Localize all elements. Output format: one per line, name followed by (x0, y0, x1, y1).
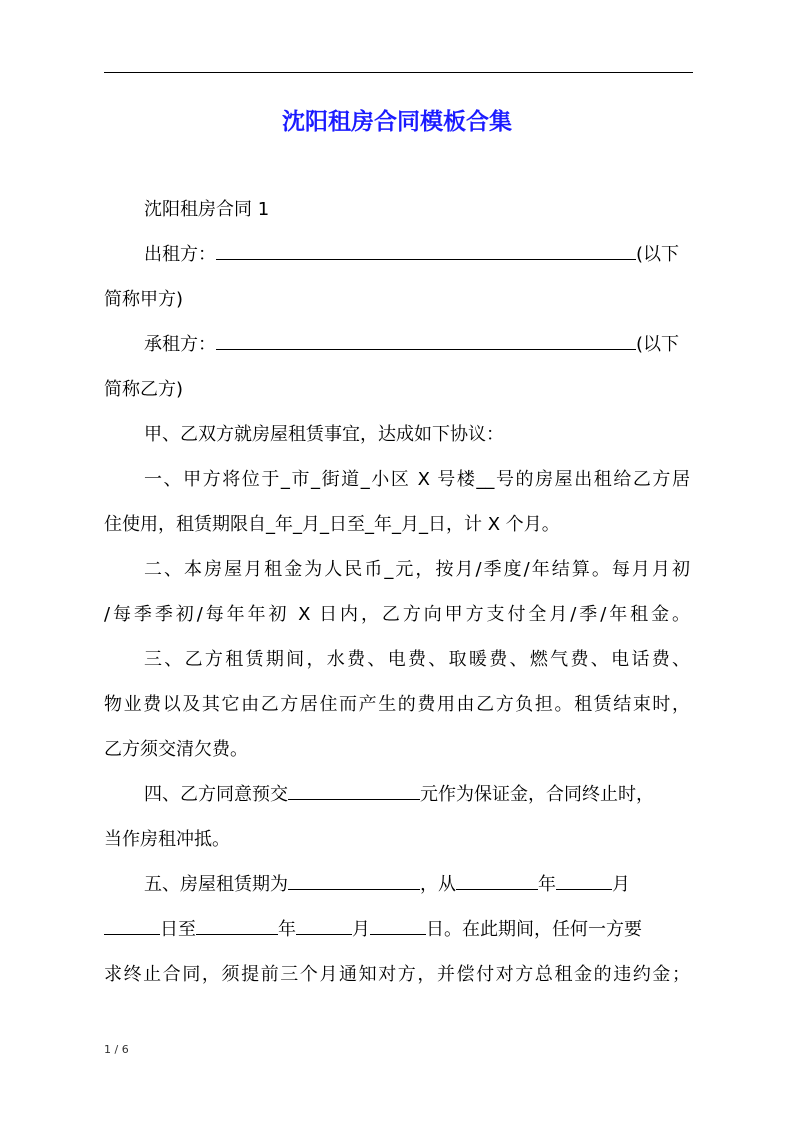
landlord-blank[interactable] (216, 241, 636, 260)
clause-2-line-2: /每季季初/每年年初 X 日内，乙方向甲方支付全月/季/年租金。 (104, 604, 690, 625)
clause-4-line-2: 当作房租冲抵。 (104, 829, 230, 850)
start-month-blank[interactable] (556, 871, 612, 890)
clause-3-line-1: 三、乙方租赁期间，水费、电费、取暖费、燃气费、电话费、 (144, 649, 690, 670)
tenant-label: 承租方： (144, 334, 216, 355)
clause-5-end-month-label: 月 (352, 919, 370, 940)
clause-5-line-1 (104, 862, 690, 907)
landlord-continuation: 简称甲方) (104, 289, 184, 310)
start-day-blank[interactable] (104, 916, 160, 935)
clause-5-day-to: 日至 (160, 919, 196, 940)
clause-3-line-2: 物业费以及其它由乙方居住而产生的费用由乙方负担。租赁结束时， (104, 694, 690, 715)
clause-3-line-3: 乙方须交清欠费。 (104, 739, 248, 760)
clause-5-month-label: 月 (612, 874, 630, 895)
clause-5-line-3: 求终止合同，须提前三个月通知对方，并偿付对方总租金的违约金； (104, 964, 690, 985)
deposit-blank[interactable] (288, 781, 420, 800)
landlord-suffix: (以下 (636, 244, 680, 265)
clause-5-year-label: 年 (538, 874, 556, 895)
document-title: 沈阳租房合同模板合集 (282, 109, 512, 135)
clause-5-part-2: ，从 (420, 874, 456, 895)
agreement-intro: 甲、乙双方就房屋租赁事宜，达成如下协议： (144, 424, 504, 445)
tenant-suffix: (以下 (636, 334, 680, 355)
start-year-blank[interactable] (456, 871, 538, 890)
tenant-line (104, 322, 690, 367)
tenant-continuation: 简称乙方) (104, 379, 184, 400)
clause-5-day-end: 日。在此期间，任何一方要 (426, 919, 642, 940)
landlord-line (104, 232, 690, 277)
section-heading: 沈阳租房合同 1 (144, 199, 270, 220)
landlord-label: 出租方： (144, 244, 216, 265)
clause-5-part-1: 五、房屋租赁期为 (144, 874, 288, 895)
clause-1-line-1: 一、甲方将位于_市_街道_小区 X 号楼__号的房屋出租给乙方居 (144, 469, 690, 490)
end-month-blank[interactable] (296, 916, 352, 935)
lease-term-blank[interactable] (288, 871, 420, 890)
document-body (104, 187, 690, 997)
clause-4-part-2: 元作为保证金，合同终止时， (420, 784, 654, 805)
clause-4-line-1 (104, 772, 690, 817)
clause-5-end-year-label: 年 (278, 919, 296, 940)
clause-4-part-1: 四、乙方同意预交 (144, 784, 288, 805)
end-year-blank[interactable] (196, 916, 278, 935)
clause-1-line-2: 住使用，租赁期限自_年_月_日至_年_月_日，计 X 个月。 (104, 514, 560, 535)
page-number: 1 / 6 (104, 1043, 129, 1056)
clause-2-line-1: 二、本房屋月租金为人民币_元，按月/季度/年结算。每月月初 (144, 559, 690, 580)
tenant-blank[interactable] (216, 331, 636, 350)
header-rule (104, 72, 693, 73)
clause-5-line-2 (104, 907, 690, 952)
end-day-blank[interactable] (370, 916, 426, 935)
